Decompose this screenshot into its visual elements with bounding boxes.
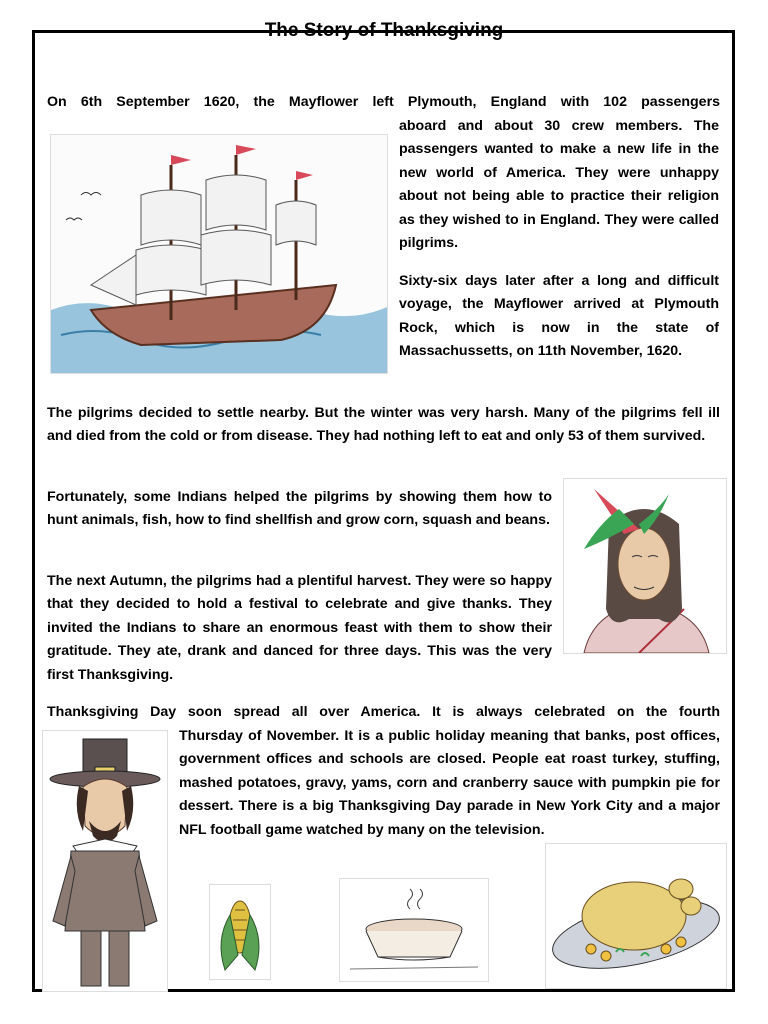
paragraph-5-text: The next Autumn, the pilgrims had a plentiful harvest. They were so happy that they decided to hold a festival to celebrate and give thanks. They invited the Indians to share an enormous feast with them to show their gratitude. They ate, drank and danced for three days. This was the very first Thanksgiving. xyxy=(47,573,552,683)
paragraph-4 xyxy=(47,486,552,533)
paragraph-6-first-line xyxy=(47,701,720,724)
native-american-icon xyxy=(564,479,726,653)
ship-illustration xyxy=(50,134,388,374)
page-title: The Story of Thanksgiving xyxy=(264,20,504,41)
paragraph-1-continued xyxy=(399,115,719,255)
paragraph-2-text: Sixty-six days later after a long and difficult voyage, the Mayflower arrived at Plymouth Rock, which is now in the state of Massachussetts, on 11th November, 1620. xyxy=(399,273,719,360)
paragraph-1-first-line-text: On 6th September 1620, the Mayflower left Plymouth, England with 102 passengers xyxy=(47,94,720,110)
indian-illustration xyxy=(563,478,727,654)
paragraph-6-first-line-text: Thanksgiving Day soon spread all over America. It is always celebrated on the fourth xyxy=(47,704,720,720)
paragraph-4-text: Fortunately, some Indians helped the pilgrims by showing them how to hunt animals, fish, how to find shellfish and grow corn, squash and beans. xyxy=(47,489,552,529)
pie-illustration xyxy=(339,878,489,982)
turkey-illustration xyxy=(545,843,727,989)
paragraph-1-continued-text: aboard and about 30 crew members. The passengers wanted to make a new life in the new world of America. They were unhappy about not being able to practice their religion as they wished to in England. They were called pilgrims. xyxy=(399,118,719,252)
pilgrim-icon xyxy=(43,731,167,991)
mayflower-ship-icon xyxy=(51,135,387,373)
paragraph-3 xyxy=(47,402,720,449)
paragraph-6-continued-text: Thursday of November. It is a public holiday meaning that banks, post offices, government offices and schools are closed. People eat roast turkey, stuffing, mashed potatoes, gravy, yams, corn and cranberry sauce with pumpkin pie for dessert. There is a big Thanksgiving Day parade in New York City and a major NFL football game watched by many on the television. xyxy=(179,728,720,838)
pilgrim-illustration xyxy=(42,730,168,992)
paragraph-2 xyxy=(399,270,719,364)
paragraph-5 xyxy=(47,570,552,687)
corn-icon xyxy=(210,885,270,979)
corn-illustration xyxy=(209,884,271,980)
paragraph-6-continued xyxy=(179,725,720,842)
paragraph-3-text: The pilgrims decided to settle nearby. But the winter was very harsh. Many of the pilgrims fell ill and died from the cold or from disease. They had nothing left to eat and only 53 of them survived. xyxy=(47,405,720,445)
pie-icon xyxy=(340,879,488,981)
paragraph-1-first-line xyxy=(47,91,720,114)
roast-turkey-icon xyxy=(546,844,726,988)
